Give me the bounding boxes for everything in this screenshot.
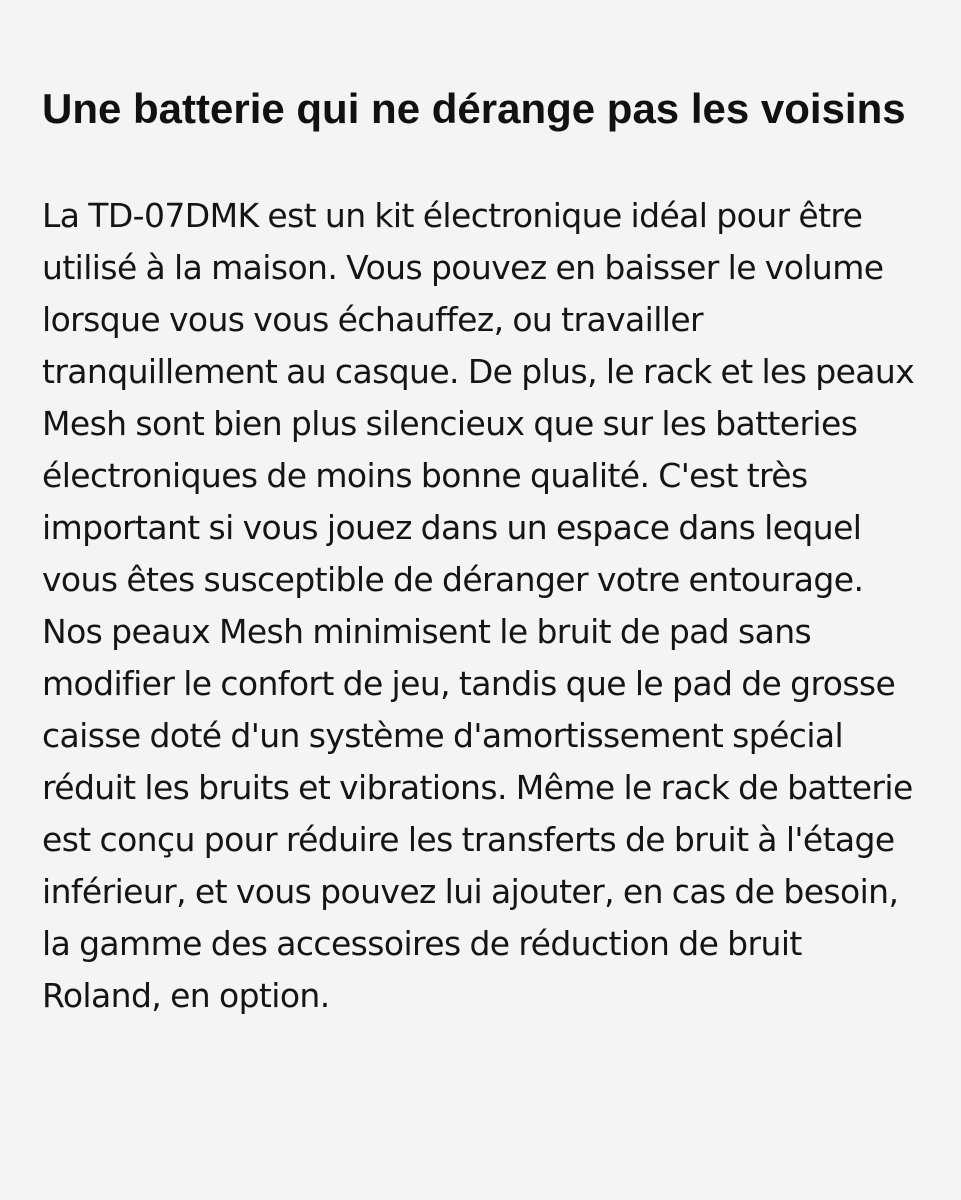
article-title: Une batterie qui ne dérange pas les voisins xyxy=(42,85,906,132)
article-body: La TD-07DMK est un kit électronique idéal pour être utilisé à la maison. Vous pouvez en baisser le volume lorsque vous vous échauffez, ou travailler tranquillement au casque. De plus, le rack et les peaux Mesh sont bien plus silencieux que sur les batteries électroniques de moins bonne qualité. C'est très important si vous jouez dans un espace dans lequel vous êtes susceptible de déranger votre entourage. Nos peaux Mesh minimisent le bruit de pad sans modifier le confort de jeu, tandis que le pad de grosse caisse doté d'un système d'amortissement spécial réduit les bruits et vibrations. Même le rack de batterie est conçu pour réduire les transferts de bruit à l'étage inférieur, et vous pouvez lui ajouter, en cas de besoin, la gamme des accessoires de réduction de bruit Roland, en option. xyxy=(42,196,915,1015)
article-section xyxy=(42,78,922,1022)
